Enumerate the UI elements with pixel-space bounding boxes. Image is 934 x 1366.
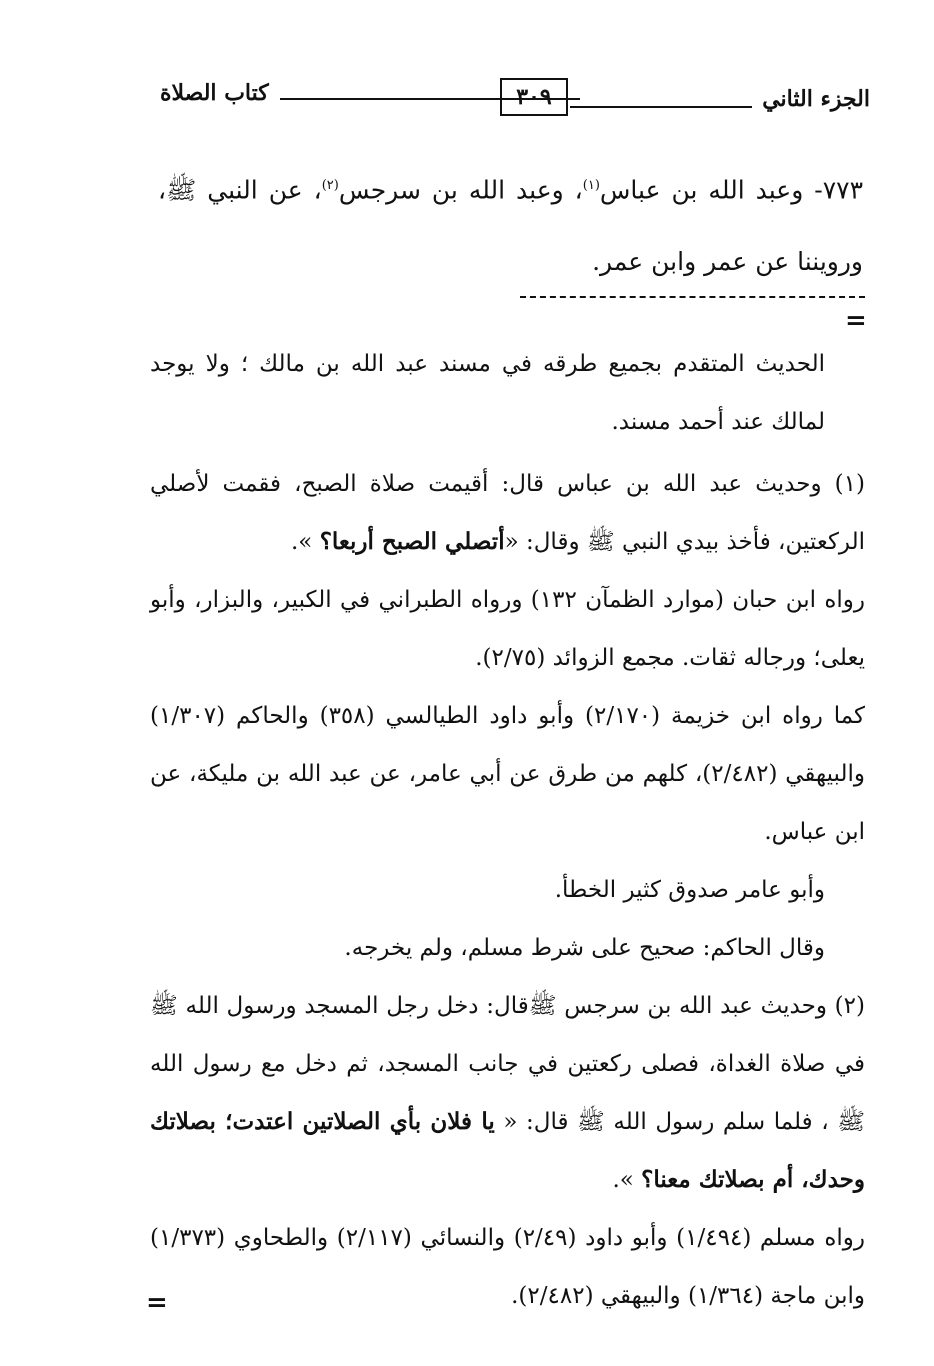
footnote-2-text bbox=[150, 977, 865, 1209]
header-rule-right bbox=[570, 106, 752, 108]
footnote-1-quote: أتصلي الصبح أربعا؟ bbox=[319, 528, 505, 555]
page-end-mark: = bbox=[146, 1288, 168, 1318]
footnote-2-text-a: (٢) وحديث عبد الله بن سرجس ﷺقال: دخل رجل المسجد ورسول الله ﷺ في صلاة الغداة، فصلى ركعتين في جانب المسجد، ثم دخل مع رسول الله ﷺ ، فلما سلم رسول الله ﷺ قال: « bbox=[150, 993, 865, 1135]
footnote-1-narrations: كما رواه ابن خزيمة (٢/١٧٠) وأبو داود الطيالسي (٣٥٨) والحاكم (١/٣٠٧) والبيهقي (٢/٤٨٢)، كلهم من طرق عن أبي عامر، عن عبد الله بن مليكة، عن ابن عباس. bbox=[150, 703, 866, 845]
footnote-ref-1: (١) bbox=[582, 178, 600, 193]
footnote-2-source: رواه مسلم (١/٤٩٤) وأبو داود (٢/٤٩) والنسائي (٢/١١٧) والطحاوي (١/٣٧٣) وابن ماجة (١/٣٦٤) والبيهقي (٢/٤٨٢). bbox=[150, 1225, 865, 1309]
main-text-part: ، وعبد الله بن سرجس bbox=[338, 175, 583, 205]
footnote-1-hakim: وقال الحاكم: صحيح على شرط مسلم، ولم يخرجه. bbox=[344, 935, 825, 961]
footnote-1 bbox=[150, 455, 865, 1325]
footnote-continuation-text: الحديث المتقدم بجميع طرقه في مسند عبد الله بن مالك ؛ ولا يوجد لمالك عند أحمد مسند. bbox=[150, 351, 825, 435]
header-rule-left bbox=[280, 98, 580, 100]
page-header bbox=[150, 76, 870, 126]
continuation-mark: = bbox=[845, 306, 867, 336]
footnote-separator bbox=[520, 296, 865, 298]
main-text-part: ، عن النبي ﷺ، ورويننا عن عمر وابن عمر. bbox=[158, 175, 863, 277]
main-text bbox=[158, 150, 863, 298]
footnote-2-quote: يا فلان بأي الصلاتين اعتدت؛ بصلاتك وحدك، أم بصلاتك معنا؟ bbox=[150, 1108, 865, 1193]
footnote-1-text bbox=[150, 455, 865, 571]
footnote-continued bbox=[150, 335, 865, 451]
footnote-1-source: رواه ابن حبان (موارد الظمآن ١٣٢) ورواه الطبراني في الكبير، والبزار، وأبو يعلى؛ ورجاله ثقات. مجمع الزوائد (٢/٧٥). bbox=[150, 587, 865, 671]
footnote-1-text-b: ». bbox=[291, 529, 320, 555]
footnote-1-text-a: (١) وحديث عبد الله بن عباس قال: أقيمت صلاة الصبح، فقمت لأصلي الركعتين، فأخذ بيدي النبي ﷺ وقال: « bbox=[150, 471, 865, 555]
chapter-title: كتاب الصلاة bbox=[160, 80, 269, 106]
page-number-box bbox=[500, 78, 568, 116]
volume-title: الجزء الثاني bbox=[762, 86, 870, 112]
main-text-part: ٧٧٣- وعبد الله بن عباس bbox=[599, 175, 864, 205]
page-number: ٣٠٩ bbox=[516, 84, 552, 110]
footnote-2-text-b: ». bbox=[612, 1167, 642, 1193]
footnote-ref-2: (٢) bbox=[321, 178, 339, 193]
footnote-1-note: وأبو عامر صدوق كثير الخطأ. bbox=[554, 877, 825, 903]
